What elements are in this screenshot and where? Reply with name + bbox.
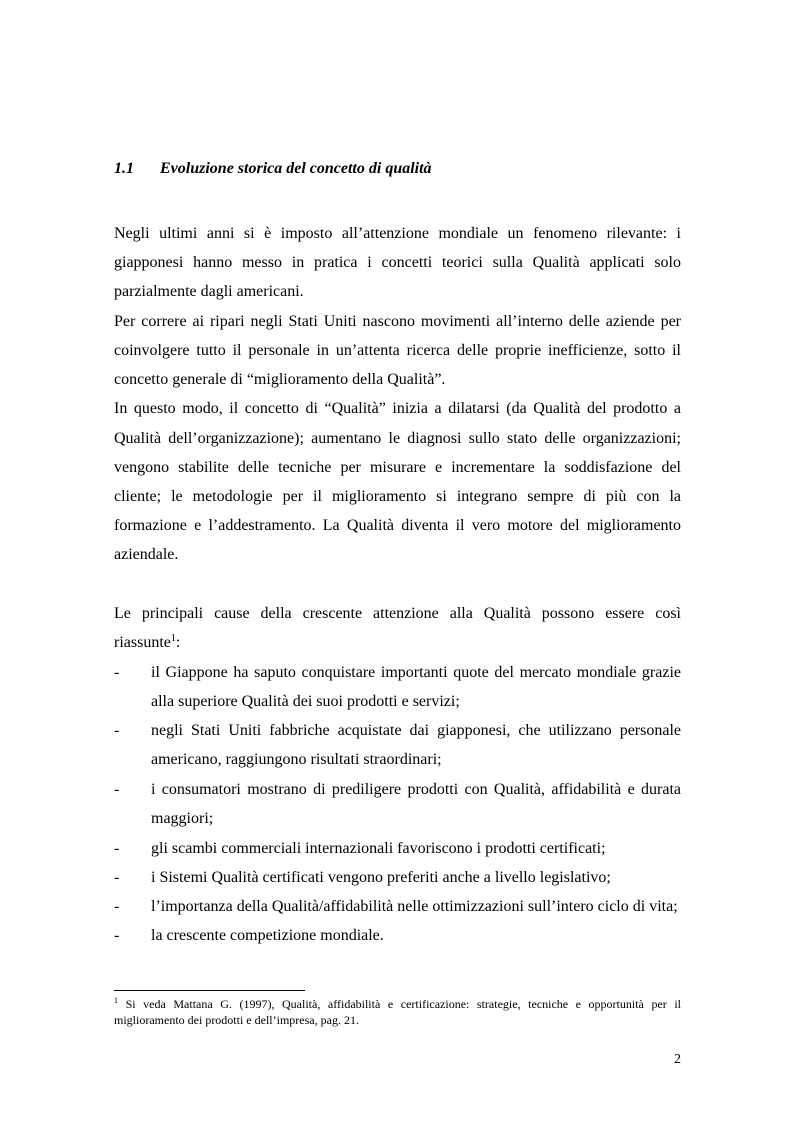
bullet-line: alla superiore Qualità dei suoi prodotti e servizi; (151, 693, 460, 710)
footnote-marker: 1 (114, 996, 118, 1005)
section-heading (114, 160, 432, 178)
footnote-line (114, 997, 681, 1011)
paragraph-line: vengono stabilite delle tecniche per misurare e incrementare la soddisfazione del (114, 459, 681, 476)
paragraph-text: : (175, 634, 181, 651)
section-number: 1.1 (114, 160, 134, 177)
bullet-line: l’importanza della Qualità/affidabilità nelle ottimizzazioni sull’intero ciclo di vita; (151, 898, 678, 915)
paragraph-line: coinvolgere tutto il personale in un’attenta ricerca delle proprie inefficienze, sotto il (114, 342, 681, 359)
paragraph-line: cliente; le metodologie per il miglioramento si integrano sempre di più con la (114, 488, 681, 505)
paragraph-line: formazione e l’addestramento. La Qualità diventa il vero motore del miglioramento (114, 517, 681, 534)
bullet-line: i consumatori mostrano di prediligere prodotti con Qualità, affidabilità e durata (151, 781, 681, 798)
paragraph-line: aziendale. (114, 546, 179, 563)
page-number: 2 (674, 1052, 681, 1067)
paragraph-line (114, 633, 681, 653)
bullet-line: la crescente competizione mondiale. (151, 927, 384, 944)
paragraph-line: parzialmente dagli americani. (114, 283, 304, 300)
bullet-marker: - (114, 722, 120, 739)
bullet-marker: - (114, 927, 120, 944)
bullet-line: americano, raggiungono risultati straordinari; (151, 751, 442, 768)
paragraph-line: Per correre ai ripari negli Stati Uniti nascono movimenti all’interno delle aziende per (114, 313, 681, 330)
bullet-line: i Sistemi Qualità certificati vengono preferiti anche a livello legislativo; (151, 869, 611, 886)
footnote-text: Si veda Mattana G. (1997), Qualità, affidabilità e certificazione: strategie, tecniche e opportunità per il (125, 997, 681, 1011)
bullet-marker: - (114, 898, 120, 915)
paragraph-line: giapponesi hanno messo in pratica i concetti teorici sulla Qualità applicati solo (114, 254, 681, 271)
bullet-line: gli scambi commerciali internazionali favoriscono i prodotti certificati; (151, 840, 606, 857)
paragraph-line: In questo modo, il concetto di “Qualità” inizia a dilatarsi (da Qualità del prodotto a (114, 400, 681, 417)
paragraph-text: riassunte (114, 634, 171, 651)
bullet-line: il Giappone ha saputo conquistare importanti quote del mercato mondiale grazie (151, 664, 681, 681)
bullet-marker: - (114, 840, 120, 857)
bullet-marker: - (114, 869, 120, 886)
bullet-marker: - (114, 664, 120, 681)
paragraph-line: concetto generale di “miglioramento della Qualità”. (114, 371, 446, 388)
paragraph-line: Le principali cause della crescente attenzione alla Qualità possono essere così (114, 605, 681, 622)
footnote-reference: 1 (170, 633, 176, 644)
section-title: Evoluzione storica del concetto di qualità (160, 160, 432, 177)
paragraph-line: Qualità dell’organizzazione); aumentano le diagnosi sullo stato delle organizzazioni; (114, 430, 681, 447)
bullet-marker: - (114, 781, 120, 798)
bullet-line: maggiori; (151, 810, 214, 827)
paragraph-line: Negli ultimi anni si è imposto all’attenzione mondiale un fenomeno rilevante: i (114, 225, 681, 242)
bullet-line: negli Stati Uniti fabbriche acquistate dai giapponesi, che utilizzano personale (151, 722, 681, 739)
footnote-line: miglioramento dei prodotti e dell’impresa, pag. 21. (114, 1013, 359, 1027)
footnote-separator (114, 990, 305, 991)
